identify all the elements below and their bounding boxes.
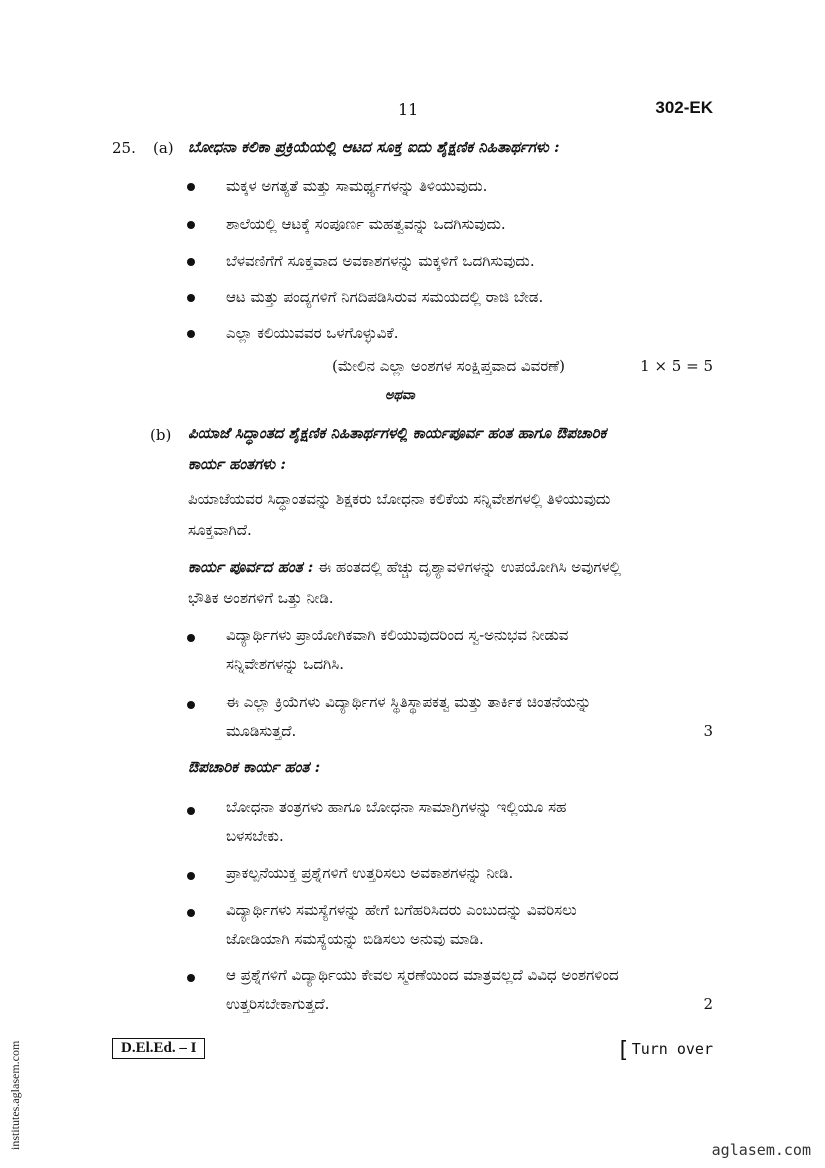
list-item-continued: ಉತ್ತರಿಸಬೇಕಾಗುತ್ತದೆ. (226, 995, 330, 1013)
preop-text-line2: ಭೌತಿಕ ಅಂಶಗಳಿಗೆ ಒತ್ತು ನೀಡಿ. (188, 589, 334, 607)
page-number: 11 (398, 100, 419, 119)
paper-code: 302-EK (655, 98, 713, 117)
list-item: ವಿದ್ಯಾರ್ಥಿಗಳು ಸಮಸ್ಯೆಗಳನ್ನು ಹೇಗೆ ಬಗೆಹರಿಸಿದರು ಎಂಬುದನ್ನು ವಿವರಿಸಲು (226, 901, 577, 919)
bullet-icon (187, 872, 195, 880)
list-item: ಬೋಧನಾ ತಂತ್ರಗಳು ಹಾಗೂ ಬೋಧನಾ ಸಾಮಾಗ್ರಿಗಳನ್ನು ಇಲ್ಲಿಯೂ ಸಹ (226, 798, 567, 816)
list-item-continued: ಬಳಸಬೇಕು. (226, 827, 284, 845)
list-item-continued: ಸನ್ನಿವೇಶಗಳನ್ನು ಒದಗಿಸಿ. (226, 655, 344, 673)
preop-text: ಈ ಹಂತದಲ್ಲಿ ಹೆಚ್ಚು ದೃಶ್ಯಾವಳಿಗಳನ್ನು ಉಪಯೋಗಿಸಿ ಅವುಗಳಲ್ಲಿ (313, 558, 621, 576)
list-item-continued: ಜೋಡಿಯಾಗಿ ಸಮಸ್ಯೆಯನ್ನು ಬಿಡಿಸಲು ಅನುವು ಮಾಡಿ. (226, 930, 484, 948)
question-number: 25. (112, 139, 136, 157)
bullet-icon (187, 634, 195, 642)
bullet-icon (187, 294, 195, 302)
part-b-label: (b) (150, 426, 172, 444)
bullet-icon (187, 807, 195, 815)
list-item: ಪ್ರಾಕಲ್ಪನೆಯುಕ್ತ ಪ್ರಶ್ನೆಗಳಿಗೆ ಉತ್ತರಿಸಲು ಅವಕಾಶಗಳನ್ನು ನೀಡಿ. (226, 864, 514, 882)
list-item: ಮಕ್ಕಳ ಅಗತ್ಯತೆ ಮತ್ತು ಸಾಮರ್ಥ್ಯಗಳನ್ನು ತಿಳಿಯುವುದು. (226, 177, 488, 195)
side-watermark: institutes.aglasem.com (8, 1040, 22, 1150)
list-item: ಈ ಎಲ್ಲಾ ಕ್ರಿಯೆಗಳು ವಿದ್ಯಾರ್ಥಿಗಳ ಸ್ಥಿತಿಸ್ಥಾಪಕತ್ವ ಮತ್ತು ತಾರ್ಕಿಕ ಚಿಂತನೆಯನ್ನು (226, 693, 592, 711)
part-b-intro-line1: ಪಿಯಾಜೆಯವರ ಸಿದ್ಧಾಂತವನ್ನು ಶಿಕ್ಷಕರು ಬೋಧನಾ ಕಲಿಕೆಯ ಸನ್ನಿವೇಶಗಳಲ್ಲಿ ತಿಳಿಯುವುದು (188, 490, 611, 508)
bottom-watermark: aglasem.com (711, 1141, 811, 1159)
list-item: ಶಾಲೆಯಲ್ಲಿ ಆಟಕ್ಕೆ ಸಂಪೂರ್ಣ ಮಹತ್ವವನ್ನು ಒದಗಿಸುವುದು. (226, 215, 506, 233)
part-a-note: (ಮೇಲಿನ ಎಲ್ಲಾ ಅಂಶಗಳ ಸಂಕ್ಷಿಪ್ತವಾದ ವಿವರಣೆ) (332, 357, 565, 375)
bullet-icon (187, 183, 195, 191)
bullet-icon (187, 974, 195, 982)
list-item-continued: ಮೂಡಿಸುತ್ತದೆ. (226, 722, 297, 740)
turn-over-text: Turn over (631, 1040, 713, 1058)
part-b-intro-line2: ಸೂಕ್ತವಾಗಿದೆ. (188, 521, 252, 539)
part-a-heading: ಬೋಧನಾ ಕಲಿಕಾ ಪ್ರಕ್ರಿಯೆಯಲ್ಲಿ ಆಟದ ಸೂಕ್ತ ಐದು ಶೈಕ್ಷಣಿಕ ನಿಹಿತಾರ್ಥಗಳು : (188, 138, 560, 156)
part-a-label: (a) (153, 139, 174, 157)
preop-marks: 3 (703, 722, 713, 740)
bullet-icon (187, 221, 195, 229)
turn-over (616, 1038, 713, 1063)
or-label: ಅಥವಾ (385, 388, 415, 403)
list-item: ಆಟ ಮತ್ತು ಪಂದ್ಯಗಳಿಗೆ ನಿಗದಿಪಡಿಸಿರುವ ಸಮಯದಲ್ಲಿ ರಾಜಿ ಬೇಡ. (226, 288, 544, 306)
bullet-icon (187, 909, 195, 917)
part-a-marks: 1 × 5 = 5 (640, 357, 713, 375)
part-b-heading-line2: ಕಾರ್ಯ ಹಂತಗಳು : (188, 455, 286, 473)
list-item: ಆ ಪ್ರಶ್ನೆಗಳಿಗೆ ವಿದ್ಯಾರ್ಥಿಯು ಕೇವಲ ಸ್ಮರಣೆಯಿಂದ ಮಾತ್ರವಲ್ಲದೆ ವಿವಿಧ ಅಂಶಗಳಿಂದ (226, 966, 619, 984)
list-item: ಎಲ್ಲಾ ಕಲಿಯುವವರ ಒಳಗೊಳ್ಳುವಿಕೆ. (226, 324, 399, 342)
turn-over-bracket: [ (616, 1038, 630, 1063)
list-item: ವಿದ್ಯಾರ್ಥಿಗಳು ಪ್ರಾಯೋಗಿಕವಾಗಿ ಕಲಿಯುವುದರಿಂದ ಸ್ವ-ಅನುಭವ ನೀಡುವ (226, 626, 569, 644)
bullet-icon (187, 258, 195, 266)
list-item: ಬೆಳವಣಿಗೆಗೆ ಸೂಕ್ತವಾದ ಅವಕಾಶಗಳನ್ನು ಮಕ್ಕಳಿಗೆ ಒದಗಿಸುವುದು. (226, 252, 535, 270)
bullet-icon (187, 330, 195, 338)
bullet-icon (187, 701, 195, 709)
preop-paragraph (188, 552, 621, 582)
preop-label: ಕಾರ್ಯ ಪೂರ್ವದ ಹಂತ : (188, 558, 314, 576)
formal-label: ಔಪಚಾರಿಕ ಕಾರ್ಯ ಹಂತ : (188, 758, 321, 776)
course-code-box: D.El.Ed. – I (112, 1038, 205, 1059)
formal-marks: 2 (703, 995, 713, 1013)
part-b-heading-line1: ಪಿಯಾಜೆ ಸಿದ್ಧಾಂತದ ಶೈಕ್ಷಣಿಕ ನಿಹಿತಾರ್ಥಗಳಲ್ಲಿ ಕಾರ್ಯಪೂರ್ವ ಹಂತ ಹಾಗೂ ಔಪಚಾರಿಕ (188, 424, 607, 442)
